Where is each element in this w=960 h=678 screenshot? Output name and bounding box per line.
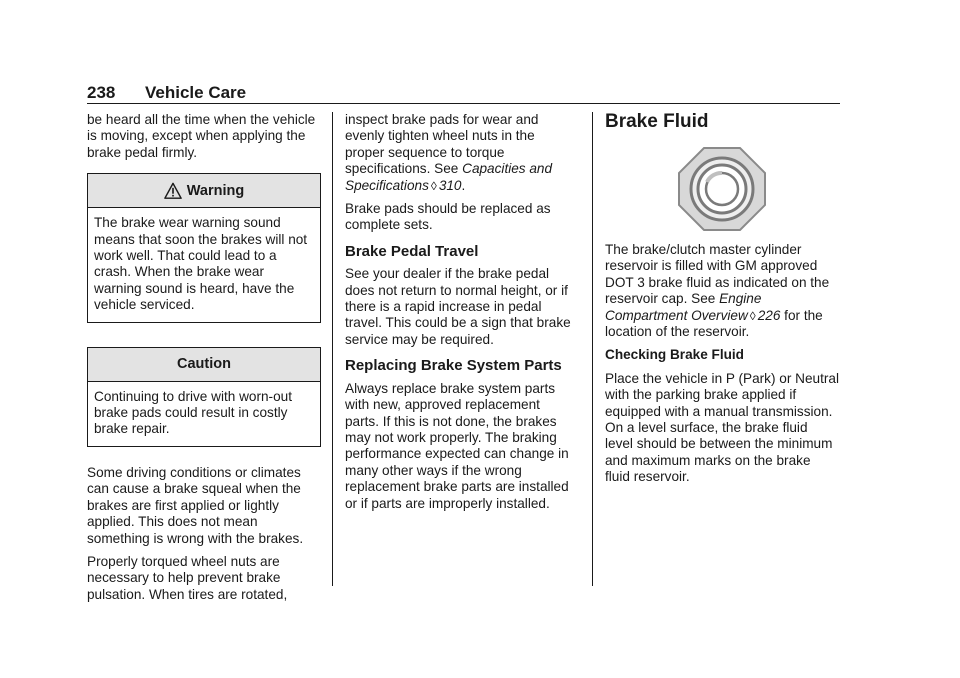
caution-body: Continuing to drive with worn-out brake pads could result in costly brake repair.	[94, 388, 292, 437]
inspect-pads-paragraph: inspect brake pads for wear and evenly tighten wheel nuts in the proper sequence to torque specifications. See Capacities and Specifications ◊ 310.	[345, 112, 553, 193]
engine-compartment-link[interactable]: Engine Compartment Overview	[605, 291, 762, 323]
page-ref-arrow: ◊	[430, 178, 437, 193]
checking-fluid-heading: Checking Brake Fluid	[605, 347, 744, 363]
page-ref-310[interactable]: 310	[438, 177, 462, 193]
warning-header	[88, 174, 320, 208]
column-3	[605, 112, 839, 493]
brake-squeal-paragraph: Some driving conditions or climates can cause a brake squeal when the brakes are first applied or lightly applied. This does not mean something is wrong with the brakes.	[87, 464, 304, 546]
replacing-parts-heading: Replacing Brake System Parts	[345, 357, 562, 375]
warning-body: The brake wear warning sound means that soon the brakes will not work well. That could lead to a crash. When the brake wear warning sound is heard, have the vehicle serviced.	[94, 215, 308, 313]
page-header	[87, 83, 840, 105]
caution-header	[88, 348, 320, 382]
page-ref-226[interactable]: 226	[757, 307, 781, 323]
replace-sets-paragraph: Brake pads should be replaced as complete sets.	[345, 201, 551, 233]
brake-pedal-travel-heading: Brake Pedal Travel	[345, 242, 479, 260]
capacities-link[interactable]: Capacities and Specifications	[345, 161, 553, 193]
caution-box	[87, 347, 321, 447]
page-ref-arrow-2: ◊	[749, 308, 756, 323]
column-1	[87, 112, 321, 610]
column-2	[345, 112, 577, 519]
column-divider-1	[332, 112, 333, 586]
warning-title: Warning	[186, 182, 245, 199]
brake-fluid-reservoir-cap-icon	[677, 146, 767, 232]
wheel-nuts-paragraph: Properly torqued wheel nuts are necessary to help prevent brake pulsation. When tires are rotated,	[87, 553, 288, 602]
reservoir-paragraph: The brake/clutch master cylinder reservoir is filled with GM approved DOT 3 brake fluid as indicated on the reservoir cap. See Engine Compartment Overview ◊ 226 for the location of the reservoir.	[605, 242, 830, 340]
header-rule	[87, 103, 840, 104]
column-divider-2	[592, 112, 593, 586]
section-title: Vehicle Care	[145, 83, 247, 102]
pedal-travel-paragraph: See your dealer if the brake pedal does not return to normal height, or if there is a rapid increase in pedal travel. This could be a sign that brake service may be required.	[345, 266, 571, 347]
caution-title: Caution	[177, 355, 231, 372]
warning-triangle-icon	[164, 182, 182, 200]
brake-fluid-heading: Brake Fluid	[605, 111, 709, 132]
intro-paragraph: be heard all the time when the vehicle is moving, except when applying the brake pedal firmly.	[87, 112, 316, 160]
page-number: 238	[87, 83, 116, 102]
warning-box	[87, 173, 321, 322]
replacing-parts-paragraph: Always replace brake system parts with new, approved replacement parts. If this is not done, the brakes may not work properly. The braking performance expected can change in many other ways if the wrong replacement brake parts are installed or if parts are improperly installed.	[345, 380, 569, 511]
checking-fluid-paragraph: Place the vehicle in P (Park) or Neutral with the parking brake applied if equipped with a manual transmission. On a level surface, the brake fluid level should be between the minimum and maximum marks on the brake fluid reservoir.	[605, 370, 839, 485]
